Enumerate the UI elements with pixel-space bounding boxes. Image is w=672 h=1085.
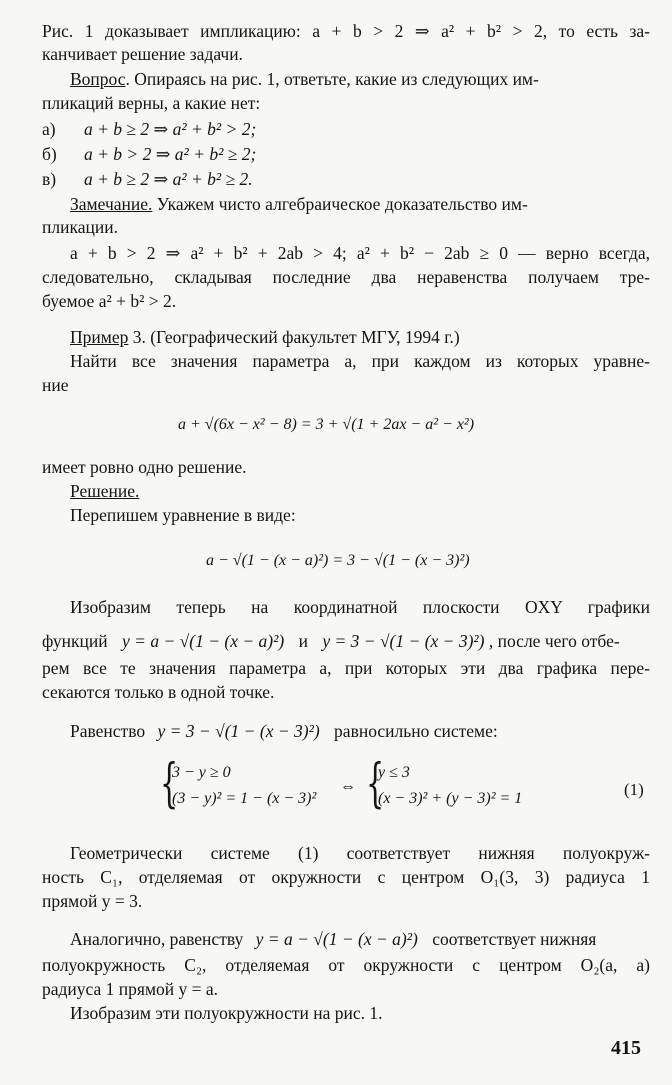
functions-line — [42, 630, 650, 652]
text-line: прямой y = 3. — [42, 891, 143, 911]
text-fragment: функций — [42, 631, 108, 651]
text-line: a + b > 2 ⇒ a² + b² + 2ab > 4; a² + b² − 2ab ≥ 0 — верно всегда, — [70, 243, 650, 263]
text-line: Изобразим теперь на координатной плоскости OXY графики — [70, 597, 650, 617]
text-line: пликаций верны, а какие нет: — [42, 93, 261, 113]
list-item-label: а) — [42, 119, 56, 139]
system-line: y ≤ 3 — [378, 764, 410, 781]
analogy-line — [70, 928, 650, 950]
example-line — [70, 326, 650, 348]
text-line: имеет ровно одно решение. — [42, 457, 247, 477]
equation-number: (1) — [624, 780, 644, 799]
text-line: пликации. — [42, 217, 118, 237]
text-line: Перепишем уравнение в виде: — [70, 505, 296, 525]
text-line: рем все те значения параметра a, при которых эти два графика пере- — [42, 658, 650, 678]
text-line: полуокружность C₂, отделяемая от окружности с центром O₂(a, a) — [42, 955, 650, 975]
text-line: Рис. 1 доказывает импликацию: a + b > 2 ⇒ a² + b² > 2, то есть за- — [42, 21, 650, 41]
text-line: радиуса 1 прямой y = a. — [42, 979, 219, 999]
system-left — [172, 760, 316, 812]
text-line: Изобразим эти полуокружности на рис. 1. — [70, 1003, 383, 1023]
system-line: 3 − y ≥ 0 — [172, 764, 231, 781]
text-line: ние — [42, 375, 69, 395]
text-fragment: Равенство — [70, 721, 146, 741]
text-line: буемое a² + b² > 2. — [42, 291, 177, 311]
main-equation: a + √(6x − x² − 8) = 3 + √(1 + 2ax − a² − x²) — [178, 416, 475, 433]
example-heading: Пример — [70, 327, 129, 347]
page-number: 415 — [611, 1037, 641, 1059]
text-fragment: соответствует нижняя — [432, 929, 597, 949]
list-item — [42, 168, 650, 190]
function-formula: y = a − √(1 − (x − a)²) — [255, 929, 418, 949]
text-fragment: , после чего отбе- — [488, 631, 620, 651]
equivalence-line — [70, 720, 650, 742]
system-line: (3 − y)² = 1 − (x − 3)² — [172, 790, 317, 807]
list-item-formula: a + b ≥ 2 ⇒ a² + b² ≥ 2. — [84, 169, 253, 189]
remark-heading: Замечание. — [70, 194, 153, 214]
function-formula: y = 3 − √(1 − (x − 3)²) — [322, 631, 485, 651]
text-line: секаются только в одной точке. — [42, 682, 275, 702]
text-line: Найти все значения параметра a, при каждом из которых уравне- — [70, 351, 650, 371]
equivalence-sign: ⇔ — [340, 778, 356, 795]
solution-heading — [70, 480, 650, 502]
question-heading: Вопрос — [70, 69, 126, 89]
text-line: следовательно, складывая последние два неравенства получаем тре- — [42, 267, 650, 287]
text-line: ность C₁, отделяемая от окружности с центром O₁(3, 3) радиуса 1 — [42, 867, 650, 887]
list-item-formula: a + b ≥ 2 ⇒ a² + b² > 2; — [84, 119, 257, 139]
system-line: (x − 3)² + (y − 3)² = 1 — [378, 790, 523, 807]
example-source: 3. (Географический факультет МГУ, 1994 г.) — [128, 327, 460, 347]
left-brace-icon: { — [160, 754, 179, 814]
solution-heading-text: Решение. — [70, 481, 140, 501]
list-item — [42, 118, 650, 140]
text-fragment: Аналогично, равенству — [70, 929, 244, 949]
list-item — [42, 143, 650, 165]
function-formula: y = a − √(1 − (x − a)²) — [122, 631, 285, 651]
list-item-formula: a + b > 2 ⇒ a² + b² ≥ 2; — [84, 144, 257, 164]
remark-text: Укажем чисто алгебраическое доказательство им- — [152, 194, 528, 214]
list-item-label: б) — [42, 144, 57, 164]
question-line — [70, 68, 650, 90]
system-right — [378, 760, 522, 812]
remark-line — [70, 193, 650, 215]
question-text: . Опираясь на рис. 1, ответьте, какие из следующих им- — [125, 69, 539, 89]
left-brace-icon: { — [366, 754, 385, 814]
text-line: Геометрически системе (1) соответствует нижняя полуокруж- — [70, 843, 650, 863]
text-line: канчивает решение задачи. — [42, 44, 243, 64]
rewritten-equation: a − √(1 − (x − a)²) = 3 − √(1 − (x − 3)²) — [206, 552, 470, 569]
list-item-label: в) — [42, 169, 57, 189]
function-formula: y = 3 − √(1 − (x − 3)²) — [157, 721, 320, 741]
text-fragment: и — [298, 631, 308, 651]
text-fragment: равносильно системе: — [334, 721, 498, 741]
